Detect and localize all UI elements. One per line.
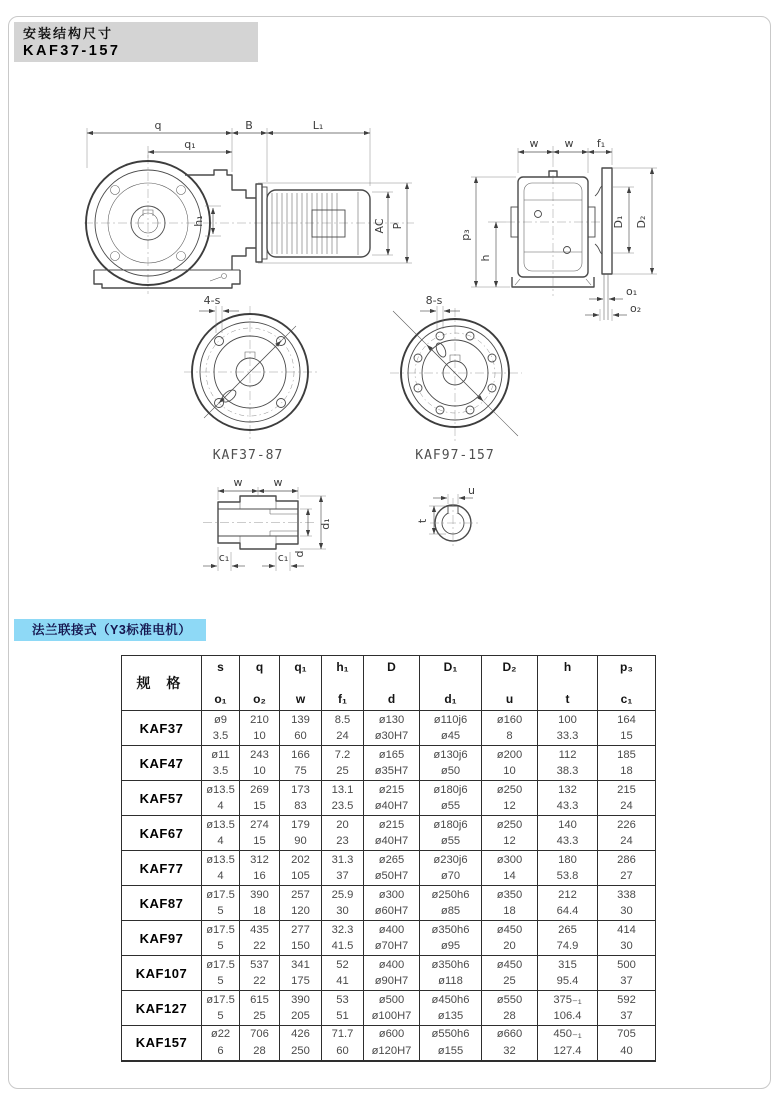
bolt-count-label-large: 8-s <box>425 294 443 307</box>
dim-label-d: d <box>293 550 306 558</box>
value-cell: 277 150 <box>280 921 322 956</box>
model-cell: KAF67 <box>122 816 202 851</box>
value-cell: ø350h6 ø95 <box>420 921 482 956</box>
table-row <box>122 991 656 1026</box>
value-cell: ø13.5 4 <box>202 816 240 851</box>
value-cell: ø165 ø35H7 <box>364 746 420 781</box>
value-cell: ø180j6 ø55 <box>420 781 482 816</box>
value-cell: ø22 6 <box>202 1026 240 1061</box>
value-cell: 705 40 <box>598 1026 656 1061</box>
value-cell: 212 64.4 <box>538 886 598 921</box>
value-cell: ø250 12 <box>482 781 538 816</box>
col-bottom-label: c₁ <box>620 692 633 706</box>
dim-label-u: u <box>468 484 475 497</box>
dim-label-D1: D₁ <box>612 215 625 229</box>
value-cell: ø400 ø90H7 <box>364 956 420 991</box>
model-cell: KAF77 <box>122 851 202 886</box>
col-top-label: q <box>255 660 264 674</box>
col-top-label: p₃ <box>620 660 633 674</box>
model-cell: KAF47 <box>122 746 202 781</box>
col-bottom-label: t <box>565 692 570 706</box>
dimension-table <box>121 655 656 1062</box>
dim-label-B: B <box>245 119 253 132</box>
value-cell: 615 25 <box>240 991 280 1026</box>
col-bottom-label: d₁ <box>444 692 457 706</box>
table-row <box>122 781 656 816</box>
value-cell: 375₋₁ 106.4 <box>538 991 598 1026</box>
value-cell: ø110j6 ø45 <box>420 711 482 746</box>
dim-label-w: w <box>233 476 243 489</box>
dim-label-q: q <box>154 119 162 132</box>
section-banner <box>14 619 206 641</box>
table-row <box>122 851 656 886</box>
dim-label-h1: h₁ <box>192 215 205 227</box>
value-cell: ø660 32 <box>482 1026 538 1061</box>
value-cell: 414 30 <box>598 921 656 956</box>
value-cell: 341 175 <box>280 956 322 991</box>
value-cell: 500 37 <box>598 956 656 991</box>
value-cell: ø300 ø60H7 <box>364 886 420 921</box>
dim-label-w: w <box>564 137 574 150</box>
dim-label-AC: AC <box>373 218 386 234</box>
value-cell: 53 51 <box>322 991 364 1026</box>
table-row <box>122 711 656 746</box>
value-cell: ø17.5 5 <box>202 956 240 991</box>
value-cell: 450₋₁ 127.4 <box>538 1026 598 1061</box>
value-cell: ø17.5 5 <box>202 921 240 956</box>
value-cell: 8.5 24 <box>322 711 364 746</box>
value-cell: 166 75 <box>280 746 322 781</box>
flange-caption-small: KAF37-87 <box>212 448 284 463</box>
value-cell: ø130 ø30H7 <box>364 711 420 746</box>
table-header-row <box>122 656 656 711</box>
value-cell: ø17.5 5 <box>202 991 240 1026</box>
col-bottom-label: u <box>505 692 514 706</box>
col-top-label: q₁ <box>294 660 307 674</box>
col-bottom-label: o₂ <box>253 692 266 706</box>
value-cell: ø13.5 4 <box>202 781 240 816</box>
value-cell: 164 15 <box>598 711 656 746</box>
value-cell: ø250h6 ø85 <box>420 886 482 921</box>
value-cell: ø265 ø50H7 <box>364 851 420 886</box>
col-top-label: h₁ <box>336 660 349 674</box>
value-cell: ø350 18 <box>482 886 538 921</box>
value-cell: ø250 12 <box>482 816 538 851</box>
value-cell: 537 22 <box>240 956 280 991</box>
value-cell: ø13.5 4 <box>202 851 240 886</box>
value-cell: ø180j6 ø55 <box>420 816 482 851</box>
value-cell: 706 28 <box>240 1026 280 1061</box>
col-top-label: D <box>387 660 396 674</box>
value-cell: ø450 25 <box>482 956 538 991</box>
value-cell: ø215 ø40H7 <box>364 781 420 816</box>
value-cell: ø450 20 <box>482 921 538 956</box>
value-cell: ø300 14 <box>482 851 538 886</box>
table-row <box>122 886 656 921</box>
dim-label-P: P <box>391 222 404 230</box>
value-cell: 20 23 <box>322 816 364 851</box>
value-cell: 215 24 <box>598 781 656 816</box>
value-cell: 286 27 <box>598 851 656 886</box>
bolt-count-label-small: 4-s <box>203 294 221 307</box>
value-cell: ø550h6 ø155 <box>420 1026 482 1061</box>
model-cell: KAF107 <box>122 956 202 991</box>
value-cell: ø11 3.5 <box>202 746 240 781</box>
value-cell: 140 43.3 <box>538 816 598 851</box>
dim-label-L1: L₁ <box>312 119 324 132</box>
value-cell: 269 15 <box>240 781 280 816</box>
table-row <box>122 1026 656 1061</box>
value-cell: ø200 10 <box>482 746 538 781</box>
dim-label-c1: c₁ <box>277 551 289 564</box>
col-header-D1 <box>420 656 482 711</box>
value-cell: 274 15 <box>240 816 280 851</box>
table-row <box>122 921 656 956</box>
value-cell: ø130j6 ø50 <box>420 746 482 781</box>
value-cell: ø160 8 <box>482 711 538 746</box>
value-cell: 179 90 <box>280 816 322 851</box>
spec-header-cell: 规 格 <box>122 656 202 711</box>
col-header-q1 <box>280 656 322 711</box>
table-row <box>122 816 656 851</box>
value-cell: 52 41 <box>322 956 364 991</box>
value-cell: ø400 ø70H7 <box>364 921 420 956</box>
col-header-D <box>364 656 420 711</box>
value-cell: ø230j6 ø70 <box>420 851 482 886</box>
value-cell: 210 10 <box>240 711 280 746</box>
value-cell: 185 18 <box>598 746 656 781</box>
model-range-title: KAF37-157 <box>23 43 121 59</box>
col-bottom-label: o₁ <box>214 692 227 706</box>
model-cell: KAF87 <box>122 886 202 921</box>
dim-label-h: h <box>479 254 492 262</box>
value-cell: 132 43.3 <box>538 781 598 816</box>
value-cell: 243 10 <box>240 746 280 781</box>
model-cell: KAF127 <box>122 991 202 1026</box>
model-cell: KAF37 <box>122 711 202 746</box>
col-header-p3 <box>598 656 656 711</box>
value-cell: ø600 ø120H7 <box>364 1026 420 1061</box>
value-cell: 592 37 <box>598 991 656 1026</box>
value-cell: 180 53.8 <box>538 851 598 886</box>
dim-label-w: w <box>273 476 283 489</box>
section-banner-label: 法兰联接式（Y3标准电机） <box>32 623 192 637</box>
value-cell: 13.1 23.5 <box>322 781 364 816</box>
model-cell: KAF57 <box>122 781 202 816</box>
col-top-label: h <box>563 660 572 674</box>
value-cell: 257 120 <box>280 886 322 921</box>
dim-label-w: w <box>529 137 539 150</box>
flange-caption-large: KAF97-157 <box>415 448 495 463</box>
col-header-h <box>538 656 598 711</box>
value-cell: 100 33.3 <box>538 711 598 746</box>
value-cell: ø450h6 ø135 <box>420 991 482 1026</box>
dim-label-t: t <box>416 518 429 524</box>
value-cell: 315 95.4 <box>538 956 598 991</box>
value-cell: 139 60 <box>280 711 322 746</box>
dim-label-f1: f₁ <box>596 137 606 150</box>
table-row <box>122 746 656 781</box>
col-top-label: s <box>217 660 224 674</box>
col-bottom-label: w <box>295 692 306 706</box>
value-cell: ø215 ø40H7 <box>364 816 420 851</box>
dim-label-p3: p₃ <box>459 229 472 241</box>
col-bottom-label: d <box>387 692 396 706</box>
value-cell: 202 105 <box>280 851 322 886</box>
value-cell: 25.9 30 <box>322 886 364 921</box>
value-cell: ø550 28 <box>482 991 538 1026</box>
value-cell: ø17.5 5 <box>202 886 240 921</box>
dim-label-o1: o₁ <box>626 285 638 298</box>
value-cell: 390 205 <box>280 991 322 1026</box>
value-cell: 390 18 <box>240 886 280 921</box>
table-row <box>122 956 656 991</box>
col-bottom-label: f₁ <box>338 692 347 706</box>
value-cell: 112 38.3 <box>538 746 598 781</box>
value-cell: 173 83 <box>280 781 322 816</box>
col-header-h1 <box>322 656 364 711</box>
col-header-s <box>202 656 240 711</box>
col-header-D2 <box>482 656 538 711</box>
value-cell: 32.3 41.5 <box>322 921 364 956</box>
header-box <box>14 22 258 62</box>
col-header-q <box>240 656 280 711</box>
value-cell: ø500 ø100H7 <box>364 991 420 1026</box>
value-cell: 31.3 37 <box>322 851 364 886</box>
value-cell: 71.7 60 <box>322 1026 364 1061</box>
dim-label-q1: q₁ <box>184 138 196 151</box>
value-cell: ø350h6 ø118 <box>420 956 482 991</box>
page-title: 安装结构尺寸 <box>23 26 114 41</box>
col-top-label: D₁ <box>443 660 458 674</box>
model-cell: KAF97 <box>122 921 202 956</box>
dim-label-D2: D₂ <box>635 215 648 229</box>
value-cell: 338 30 <box>598 886 656 921</box>
col-top-label: D₂ <box>502 660 517 674</box>
model-cell: KAF157 <box>122 1026 202 1061</box>
value-cell: 426 250 <box>280 1026 322 1061</box>
value-cell: 7.2 25 <box>322 746 364 781</box>
dim-label-d1: d₁ <box>319 518 332 530</box>
value-cell: 226 24 <box>598 816 656 851</box>
value-cell: ø9 3.5 <box>202 711 240 746</box>
value-cell: 435 22 <box>240 921 280 956</box>
value-cell: 312 16 <box>240 851 280 886</box>
value-cell: 265 74.9 <box>538 921 598 956</box>
dim-label-c1: c₁ <box>218 551 230 564</box>
dim-label-o2: o₂ <box>630 302 642 315</box>
